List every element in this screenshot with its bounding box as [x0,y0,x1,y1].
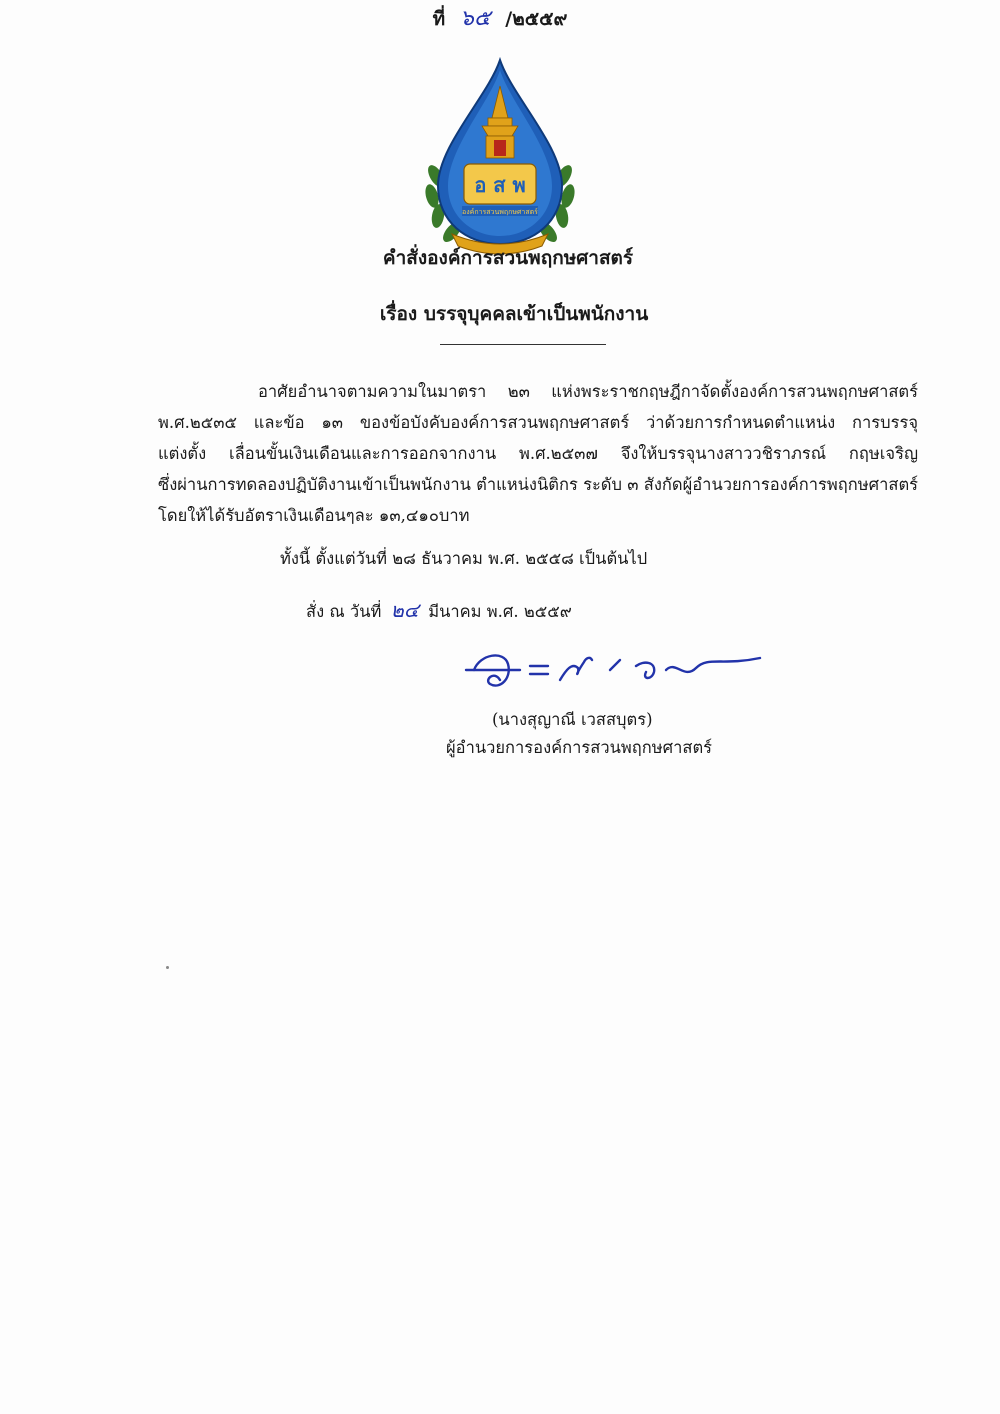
order-date-prefix: สั่ง ณ วันที่ [306,602,382,621]
order-number-suffix: /๒๕๕๙ [505,8,568,30]
order-date-day-handwritten: ๒๔ [390,598,419,622]
order-subject: เรื่อง บรรจุบุคคลเข้าเป็นพนักงาน [379,303,649,325]
organization-emblem [412,56,588,256]
order-number-prefix: ที่ [432,8,446,30]
paragraph-line: อาศัยอำนาจตามความในมาตรา ๒๓ แห่งพระราชกฤษฎีกาจัดตั้งองค์การสวนพฤกษศาสตร์ [258,382,918,401]
signer-title: ผู้อำนวยการองค์การสวนพฤกษศาสตร์ [446,738,713,757]
paragraph-line: พ.ศ.๒๕๓๕ และข้อ ๑๓ ของข้อบังคับองค์การสวนพฤกษศาสตร์ ว่าด้วยการกำหนดตำแหน่ง การบรรจุ [158,413,918,432]
paragraph-line: โดยให้ได้รับอัตราเงินเดือนๆละ ๑๓,๔๑๐บาท [158,506,470,525]
order-number [0,0,1000,35]
body-paragraph-2: ทั้งนี้ ตั้งแต่วันที่ ๒๘ ธันวาคม พ.ศ. ๒๕๕๘ เป็นต้นไป [280,549,648,568]
order-date-suffix: มีนาคม พ.ศ. ๒๕๕๙ [428,602,572,621]
svg-text:องค์การสวนพฤกษศาสตร์: องค์การสวนพฤกษศาสตร์ [462,208,538,216]
order-title: คำสั่งองค์การสวนพฤกษศาสตร์ [382,247,634,269]
heading-divider [440,344,606,345]
paragraph-line: แต่งตั้ง เลื่อนขั้นเงินเดือนและการออกจากงาน พ.ศ.๒๕๓๗ จึงให้บรรจุนางสาววชิราภรณ์ กฤษเจริญ [158,444,918,463]
svg-text:อ ส พ: อ ส พ [474,173,526,197]
handwritten-signature [460,640,780,700]
paragraph-line: ซึ่งผ่านการทดลองปฏิบัติงานเข้าเป็นพนักงาน ตำแหน่งนิติกร ระดับ ๓ สังกัดผู้อำนวยการองค์การพฤกษศาสตร์ [158,475,919,494]
body-paragraph-1 [158,376,918,531]
signer-name: (นางสุญาณี เวสสบุตร) [492,710,653,729]
order-number-handwritten: ๖๕ [459,6,491,31]
scan-speck [166,966,169,969]
order-date [306,594,572,626]
